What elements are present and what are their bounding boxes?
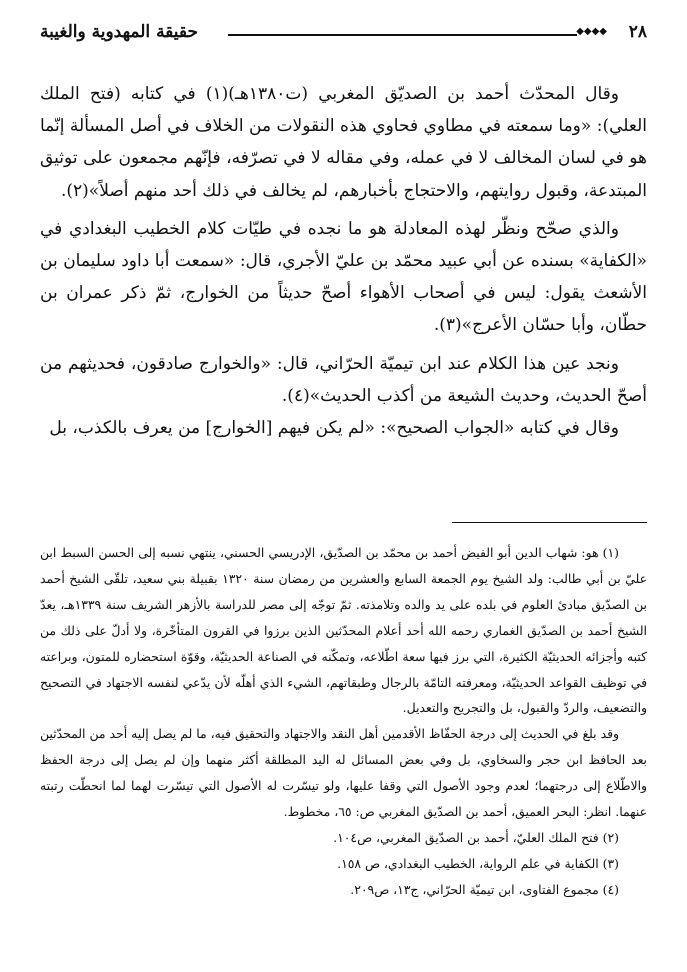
footnote: (٣) الكفاية في علم الرواية، الخطيب البغدادي، ص ١٥٨. [337,855,619,871]
header-ornament: ◆◆◆◆ [576,26,607,37]
body-paragraph: والذي صحّح ونظّر لهذه المعادلة هو ما نجده في طيّات كلام الخطيب البغدادي في «الكفاية» بسنده عن أبي عبيد محمّد بن عليّ الأجري، قال: «سمعت أبا داود سليمان بن الأشعث يقول: ليس في أصحاب الأهواء أصحّ حديثاً من الخوارج، ثمّ ذكر عمران بن حطّان، وأبا حسّان الأعرج»(٣). [40,218,647,336]
footnote: (٤) مجموع الفتاوى، ابن تيميّة الحرّاني، ج١٣، ص٢٠٩. [350,881,619,897]
body-paragraph: وقال في كتابه «الجواب الصحيح»: «لم يكن فيهم [الخوارج] من يعرف بالكذب، بل [49,418,619,439]
page-number: ٢٨ [628,22,647,42]
footnote: (٢) فتح الملك العليّ، أحمد بن الصدّيق المغربي، ص١٠٤. [333,829,619,845]
footnotes [40,540,647,903]
footnote: (١) هو: شهاب الدين أبو الفيض أحمد بن محمّد بن الصدّيق، الإدريسي الحسني، ينتهي نسبه إلى الحسن السبط ابن عليّ بن أبي طالب: ولد الشيخ يوم الجمعة السابع والعشرين من رمضان سنة ١٣٢٠ بقبيلة بني سعيد، تلقّى الشيخ أحمد بن الصدّيق مبادئ العلوم في بلده على يد والده وتلامذته. ثمّ توجّه إلى مصر للدراسة بالأزهر الشريف سنة ١٣٣٩هـ، يعدّ الشيخ أحمد بن الصدّيق الغماري رحمه الله أحد أعلام المحدّثين الذين برزوا في القرون المتأخّرة، ولا أدلّ على ذلك من كتبه وأجزائه الحديثيّة الكثيرة، التي برز فيها سعة اطّلاعه، وتمكّنه في الصناعة الحديثيّة، وقوّة استحضاره للمتون، وبراعته في توظيف القواعد الحديثيّة، ومعرفته التامّة بالرجال وطبقاتهم، الشيء الذي أهلّه لأن يدّعي لنفسه الاجتهاد في التصحيح والتضعيف، والردّ والقبول، بل والتجريح والتعديل. [40,545,647,716]
main-text [40,78,647,444]
footnote-divider [452,522,647,523]
header-rule [228,34,577,36]
body-paragraph: ونجد عين هذا الكلام عند ابن تيميّة الحرّاني، قال: «والخوارج صادقون، فحديثهم من أصحّ الحديث، وحديث الشيعة من أكذب الحديث»(٤). [40,353,647,406]
page-header [40,22,647,52]
body-paragraph: وقال المحدّث أحمد بن الصديّق المغربي (ت١٣٨٠هـ)(١) في كتابه (فتح الملك العلي): «وما سمعته في مطاوي فحاوي هذه النقولات من الخلاف في أصل المسألة إنّما هو في لسان المخالف لا في عمله، وفي مقاله لا في تصرّفه، فإنّهم مجمعون على توثيق المبتدعة، وقبول روايتهم، والاحتجاج بأخبارهم، لم يخالف في ذلك أحد منهم أصلاً»(٢). [40,84,647,201]
running-title: حقيقة المهدوية والغيبة [40,22,199,42]
footnote: وقد بلغ في الحديث إلى درجة الحفّاظ الأقدمين أهل النقد والاجتهاد والتحقيق فيه، ما لم يصل إليه أحد من المحدّثين بعد الحافظ ابن حجر والسخاوي، بل وفي بعض المسائل له اليد المطلقة أكثر منهما وإن لم يصل إلى درجة الحفظ والاطّلاع إلى درجتهما؛ لعدم وجود الأصول التي وقفا عليها، ولو تيسّرت له الأصول التي تيسّرت لهما لما انحطّت رتبته عنهما. انظر: البحر العميق، أحمد بن الصدّيق المغربي ص: ٦٥، مخطوط. [40,726,647,820]
